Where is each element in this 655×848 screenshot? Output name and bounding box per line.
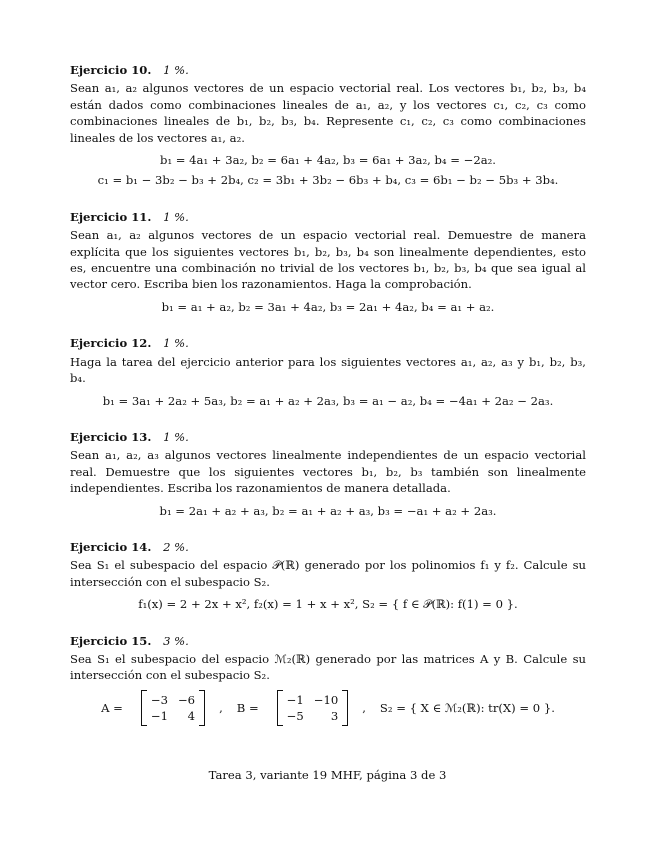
exercise-title: Ejercicio 14. — [70, 539, 152, 554]
subspace-definition: S₂ = { X ∈ ℳ₂(ℝ): tr(X) = 0 }. — [379, 700, 555, 715]
matrix-cell: −5 — [286, 708, 304, 723]
exercise-header — [70, 429, 586, 445]
exercise-points: 1 %. — [163, 63, 189, 77]
equation: b₁ = a₁ + a₂, b₂ = 3a₁ + 4a₂, b₃ = 2a₁ + 4a₂, b₄ = a₁ + a₂. — [161, 299, 495, 314]
exercise-text: Sean a₁, a₂ algunos vectores de un espacio vectorial real. Demuestre de manera explícita que los siguientes vectores b₁, b₂, b₃, b₄ son linealmente dependientes, esto es, encuentre una combinación no trivial de los vectores b₁, b₂, b₃, b₄ que sea igual al vector cero. Escriba bien los razonamientos. Haga la comprobación. — [70, 228, 586, 292]
matrix-cell: −10 — [313, 692, 339, 707]
equation: b₁ = 4a₁ + 3a₂, b₂ = 6a₁ + 4a₂, b₃ = 6a₁ + 3a₂, b₄ = −2a₂. — [160, 153, 496, 168]
exercise-15 — [70, 633, 586, 726]
exercise-header — [70, 209, 586, 225]
exercise-points: 1 %. — [163, 336, 189, 351]
exercise-text: Sea S₁ el subespacio del espacio ℳ₂(ℝ) generado por las matrices A y B. Calcule su intersección con el subespacio S₂. — [70, 651, 586, 683]
exercise-12 — [70, 335, 586, 409]
matrix-b — [277, 690, 349, 726]
matrix-cell: −1 — [150, 708, 168, 723]
exercise-title: Ejercicio 10. — [70, 63, 152, 77]
exercise-header — [70, 335, 586, 351]
matrix-cell: 3 — [330, 708, 339, 723]
exercise-text: Haga la tarea del ejercicio anterior para los siguientes vectores a₁, a₂, a₃ y b₁, b₂, b₃, b₄. — [70, 354, 586, 386]
matrix-a — [141, 690, 205, 726]
exercise-13 — [70, 429, 586, 519]
exercise-text: Sean a₁, a₂ algunos vectores de un espacio vectorial real. Los vectores b₁, b₂, b₃, b₄ están dados como combinaciones lineales de a₁, a₂, y los vectores c₁, c₂, c₃ como combinaciones lineales de b₁, b₂, b₃, b₄. Represente c₁, c₂, c₃ como combinaciones lineales de los vectores a₁, a₂. — [70, 81, 586, 145]
exercise-header — [70, 539, 586, 555]
matrix-cell: −6 — [177, 692, 196, 707]
document-page — [70, 62, 586, 746]
matrix-b-label: B = — [236, 700, 259, 715]
exercise-14 — [70, 539, 586, 613]
exercise-11 — [70, 209, 586, 315]
matrix-equation — [70, 690, 586, 726]
exercise-title: Ejercicio 15. — [70, 633, 152, 648]
exercise-title: Ejercicio 13. — [70, 429, 152, 444]
exercise-10 — [70, 62, 586, 189]
equation: f₁(x) = 2 + 2x + x², f₂(x) = 1 + x + x², S₂ = { f ∈ 𝒫(ℝ): f(1) = 0 }. — [138, 597, 518, 612]
matrix-cell: −3 — [150, 692, 168, 707]
equation: b₁ = 2a₁ + a₂ + a₃, b₂ = a₁ + a₂ + a₃, b₃ = −a₁ + a₂ + 2a₃. — [159, 503, 497, 518]
matrix-cell: −1 — [286, 692, 304, 707]
equation: b₁ = 3a₁ + 2a₂ + 5a₃, b₂ = a₁ + a₂ + 2a₃, b₃ = a₁ − a₂, b₄ = −4a₁ + 2a₂ − 2a₃. — [102, 393, 554, 408]
matrix-cell: 4 — [187, 708, 196, 723]
exercise-header — [70, 633, 586, 649]
separator: , — [362, 700, 366, 715]
exercise-points: 3 %. — [163, 633, 189, 648]
matrix-a-label: A = — [101, 700, 123, 715]
exercise-points: 1 %. — [163, 209, 189, 224]
exercise-points: 1 %. — [163, 429, 189, 444]
right-bracket — [342, 690, 348, 726]
exercise-text: Sean a₁, a₂, a₃ algunos vectores linealmente independientes de un espacio vectorial real. Demuestre que los siguientes vectores b₁, b₂, b₃ también son linealmente independientes. Escriba los razonamientos de manera detallada. — [70, 448, 586, 496]
right-bracket — [199, 690, 205, 726]
equation: c₁ = b₁ − 3b₂ − b₃ + 2b₄, c₂ = 3b₁ + 3b₂ − 6b₃ + b₄, c₃ = 6b₁ − b₂ − 5b₃ + 3b₄. — [97, 173, 559, 188]
page-footer: Tarea 3, variante 19 MHF, página 3 de 3 — [208, 768, 447, 782]
matrix-grid — [283, 692, 343, 724]
separator: , — [219, 700, 223, 715]
exercise-text: Sea S₁ el subespacio del espacio 𝒫(ℝ) generado por los polinomios f₁ y f₂. Calcule su intersección con el subespacio S₂. — [70, 558, 586, 589]
exercise-points: 2 %. — [163, 539, 189, 554]
exercise-title: Ejercicio 12. — [70, 336, 152, 351]
matrix-grid — [147, 692, 199, 724]
exercise-title: Ejercicio 11. — [70, 209, 152, 224]
exercise-header — [70, 62, 586, 78]
